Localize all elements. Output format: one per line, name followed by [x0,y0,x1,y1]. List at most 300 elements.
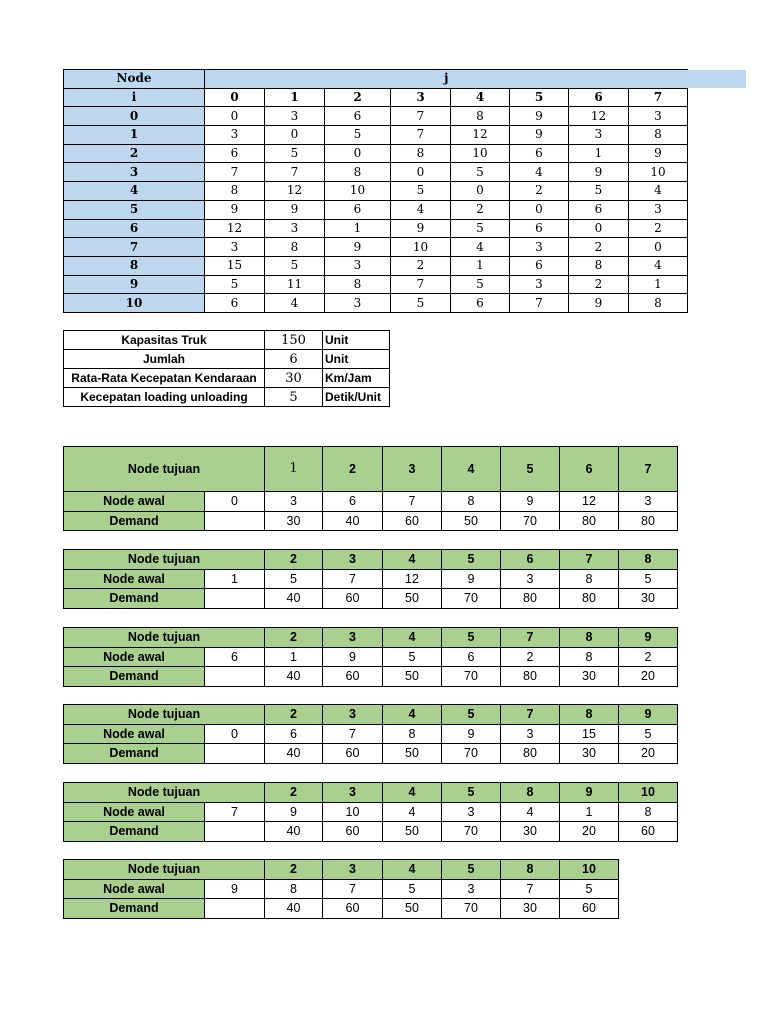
distance-cell: 5 [383,647,442,667]
matrix-cell: 4 [451,238,510,257]
matrix-cell: 3 [265,107,325,126]
matrix-row [64,275,688,294]
distance-cell: 4 [383,802,442,822]
node-tujuan-row [64,705,678,725]
node-tujuan-label: Node tujuan [64,783,265,803]
matrix-row-node: 2 [64,144,205,163]
start-node: 9 [205,879,265,899]
matrix-row-node: 3 [64,163,205,182]
target-node: 2 [265,860,323,880]
matrix-cell: 0 [391,163,451,182]
route-table [63,549,678,609]
demand-cell: 50 [383,589,442,609]
matrix-col-header: 1 [265,88,325,107]
demand-cell: 70 [442,589,501,609]
target-node: 3 [323,783,383,803]
matrix-cell: 9 [325,238,391,257]
demand-cell: 60 [323,589,383,609]
target-node: 4 [383,550,442,570]
node-tujuan-label: Node tujuan [64,705,265,725]
distance-matrix [63,69,688,313]
demand-cell: 40 [265,667,323,687]
matrix-cell: 6 [205,144,265,163]
matrix-cell: 11 [265,275,325,294]
parameter-row [64,369,390,388]
matrix-cell: 7 [391,126,451,145]
matrix-cell: 5 [325,126,391,145]
matrix-row-node: 6 [64,219,205,238]
matrix-cell: 7 [510,294,569,313]
demand-cell: 60 [323,899,383,919]
demand-row [64,899,619,919]
distance-cell: 5 [560,879,619,899]
matrix-cell: 0 [510,200,569,219]
matrix-cell: 6 [205,294,265,313]
node-awal-row [64,802,678,822]
start-node: 7 [205,802,265,822]
matrix-row [64,126,688,145]
parameter-unit: Unit [323,350,390,369]
distance-cell: 9 [265,802,323,822]
demand-cell: 40 [323,511,383,531]
demand-row [64,822,678,842]
node-awal-label: Node awal [64,647,205,667]
distance-cell: 6 [442,647,501,667]
matrix-col-header: 0 [205,88,265,107]
demand-empty-cell [205,744,265,764]
demand-empty-cell [205,589,265,609]
route-table [63,704,678,764]
matrix-row [64,256,688,275]
target-node: 2 [265,550,323,570]
matrix-cell: 5 [391,294,451,313]
matrix-cell: 0 [205,107,265,126]
demand-cell: 80 [501,589,560,609]
distance-cell: 5 [619,724,678,744]
target-node: 8 [501,860,560,880]
target-node: 10 [619,783,678,803]
matrix-cell: 9 [569,294,629,313]
target-node: 10 [560,860,619,880]
matrix-cell: 6 [510,219,569,238]
target-node: 3 [323,628,383,648]
matrix-col-header: 3 [391,88,451,107]
matrix-cell: 3 [325,256,391,275]
target-node: 2 [323,447,383,492]
demand-empty-cell [205,899,265,919]
target-node: 5 [501,447,560,492]
demand-cell: 50 [383,667,442,687]
demand-label: Demand [64,899,205,919]
matrix-cell: 5 [451,219,510,238]
distance-cell: 9 [442,724,501,744]
distance-cell: 4 [501,802,560,822]
target-node: 4 [383,860,442,880]
target-node: 9 [619,628,678,648]
node-awal-row [64,492,678,512]
matrix-cell: 10 [391,238,451,257]
matrix-cell: 0 [325,144,391,163]
target-node: 4 [442,447,501,492]
matrix-row-node: 9 [64,275,205,294]
distance-cell: 7 [323,724,383,744]
matrix-cell: 9 [205,200,265,219]
matrix-cell: 8 [569,256,629,275]
matrix-row-node: 10 [64,294,205,313]
start-node: 0 [205,724,265,744]
matrix-cell: 5 [451,275,510,294]
distance-cell: 7 [323,569,383,589]
distance-cell: 3 [501,724,560,744]
demand-cell: 50 [383,822,442,842]
demand-cell: 80 [501,667,560,687]
matrix-cell: 1 [569,144,629,163]
matrix-cell: 7 [391,107,451,126]
matrix-cell: 5 [569,182,629,201]
node-tujuan-row [64,447,678,492]
node-tujuan-label: Node tujuan [64,550,265,570]
target-node: 2 [265,783,323,803]
demand-cell: 70 [442,744,501,764]
target-node: 8 [619,550,678,570]
node-tujuan-label: Node tujuan [64,628,265,648]
node-awal-label: Node awal [64,879,205,899]
matrix-row-node: 0 [64,107,205,126]
matrix-col-header: 4 [451,88,510,107]
demand-cell: 60 [619,822,678,842]
node-awal-row [64,569,678,589]
matrix-row [64,144,688,163]
matrix-cell: 0 [629,238,688,257]
demand-cell: 80 [619,511,678,531]
start-node: 6 [205,647,265,667]
matrix-cell: 9 [510,126,569,145]
matrix-cell: 9 [510,107,569,126]
matrix-cell: 3 [629,107,688,126]
target-node: 7 [501,628,560,648]
matrix-cell: 2 [510,182,569,201]
matrix-cell: 5 [451,163,510,182]
demand-label: Demand [64,511,205,531]
distance-cell: 7 [501,879,560,899]
matrix-cell: 8 [451,107,510,126]
matrix-cell: 0 [451,182,510,201]
matrix-cell: 3 [510,238,569,257]
target-node: 1 [265,447,323,492]
demand-cell: 70 [442,899,501,919]
matrix-cell: 5 [205,275,265,294]
matrix-cell: 4 [629,256,688,275]
matrix-i-header: i [64,88,205,107]
matrix-cell: 3 [205,126,265,145]
matrix-cell: 4 [629,182,688,201]
matrix-cell: 6 [510,256,569,275]
matrix-cell: 2 [569,275,629,294]
parameter-label: Jumlah [64,350,265,369]
matrix-cell: 3 [510,275,569,294]
matrix-cell: 2 [629,219,688,238]
matrix-cell: 6 [325,107,391,126]
target-node: 4 [383,705,442,725]
demand-cell: 80 [560,589,619,609]
distance-cell: 15 [560,724,619,744]
demand-cell: 50 [383,899,442,919]
parameter-row [64,350,390,369]
demand-cell: 40 [265,589,323,609]
distance-cell: 8 [383,724,442,744]
demand-row [64,589,678,609]
matrix-col-header: 6 [569,88,629,107]
parameter-row [64,388,390,407]
matrix-cell: 10 [325,182,391,201]
matrix-cell: 12 [205,219,265,238]
matrix-cell: 0 [569,219,629,238]
matrix-cell: 6 [569,200,629,219]
demand-cell: 20 [619,744,678,764]
target-node: 8 [560,628,619,648]
matrix-cell: 4 [391,200,451,219]
parameter-value: 5 [265,388,323,407]
parameter-value: 6 [265,350,323,369]
target-node: 7 [560,550,619,570]
demand-cell: 30 [560,667,619,687]
demand-cell: 50 [442,511,501,531]
target-node: 3 [323,860,383,880]
distance-cell: 7 [383,492,442,512]
matrix-cell: 3 [325,294,391,313]
matrix-cell: 7 [265,163,325,182]
parameter-label: Kapasitas Truk [64,331,265,350]
demand-cell: 70 [442,822,501,842]
distance-cell: 3 [442,879,501,899]
target-node: 3 [383,447,442,492]
node-awal-label: Node awal [64,802,205,822]
distance-cell: 8 [619,802,678,822]
matrix-cell: 12 [569,107,629,126]
distance-cell: 9 [501,492,560,512]
matrix-cell: 5 [391,182,451,201]
matrix-cell: 9 [265,200,325,219]
target-node: 5 [442,550,501,570]
matrix-row [64,238,688,257]
route-table [63,627,678,687]
route-table [63,859,619,919]
distance-cell: 6 [323,492,383,512]
demand-cell: 70 [501,511,560,531]
demand-cell: 40 [265,822,323,842]
matrix-cell: 8 [325,275,391,294]
demand-cell: 20 [619,667,678,687]
matrix-cell: 1 [451,256,510,275]
target-node: 3 [323,550,383,570]
demand-row [64,667,678,687]
target-node: 5 [442,783,501,803]
demand-cell: 50 [383,744,442,764]
matrix-cell: 3 [569,126,629,145]
target-node: 9 [619,705,678,725]
matrix-cell: 6 [325,200,391,219]
matrix-row [64,294,688,313]
matrix-cell: 2 [451,200,510,219]
parameter-label: Rata-Rata Kecepatan Kendaraan [64,369,265,388]
demand-cell: 60 [383,511,442,531]
demand-cell: 30 [501,899,560,919]
target-node: 5 [442,860,501,880]
distance-cell: 3 [265,492,323,512]
distance-cell: 8 [265,879,323,899]
target-node: 6 [560,447,619,492]
target-node: 9 [560,783,619,803]
matrix-cell: 6 [451,294,510,313]
matrix-col-header: 2 [325,88,391,107]
demand-label: Demand [64,589,205,609]
distance-cell: 12 [560,492,619,512]
target-node: 3 [323,705,383,725]
demand-cell: 60 [323,744,383,764]
matrix-row [64,163,688,182]
demand-cell: 30 [265,511,323,531]
distance-cell: 1 [560,802,619,822]
distance-cell: 9 [442,569,501,589]
parameter-value: 150 [265,331,323,350]
demand-empty-cell [205,822,265,842]
demand-empty-cell [205,511,265,531]
parameters-table [63,330,390,407]
node-tujuan-row [64,860,619,880]
matrix-cell: 15 [205,256,265,275]
parameter-unit: Detik/Unit [323,388,390,407]
matrix-row-node: 4 [64,182,205,201]
distance-cell: 10 [323,802,383,822]
target-node: 5 [442,705,501,725]
node-tujuan-label: Node tujuan [64,860,265,880]
matrix-row-node: 8 [64,256,205,275]
parameter-unit: Unit [323,331,390,350]
demand-label: Demand [64,667,205,687]
matrix-cell: 2 [569,238,629,257]
distance-cell: 5 [265,569,323,589]
target-node: 8 [560,705,619,725]
matrix-cell: 9 [391,219,451,238]
matrix-cell: 9 [569,163,629,182]
matrix-cell: 8 [629,294,688,313]
matrix-cell: 1 [325,219,391,238]
parameter-value: 30 [265,369,323,388]
start-node: 1 [205,569,265,589]
target-node: 4 [383,628,442,648]
distance-cell: 12 [383,569,442,589]
demand-cell: 40 [265,744,323,764]
target-node: 8 [501,783,560,803]
route-table [63,446,678,531]
node-tujuan-row [64,628,678,648]
start-node: 0 [205,492,265,512]
matrix-row-node: 5 [64,200,205,219]
node-awal-row [64,879,619,899]
matrix-row-node: 1 [64,126,205,145]
route-table [63,782,678,842]
distance-cell: 9 [323,647,383,667]
target-node: 7 [501,705,560,725]
demand-cell: 30 [619,589,678,609]
matrix-row [64,107,688,126]
matrix-cell: 8 [265,238,325,257]
matrix-row [64,219,688,238]
node-tujuan-row [64,550,678,570]
demand-empty-cell [205,667,265,687]
distance-cell: 3 [619,492,678,512]
distance-cell: 8 [560,569,619,589]
demand-cell: 80 [560,511,619,531]
demand-cell: 30 [501,822,560,842]
demand-cell: 60 [323,822,383,842]
target-node: 6 [501,550,560,570]
demand-label: Demand [64,822,205,842]
matrix-j-header: j [205,70,688,89]
matrix-row-node: 7 [64,238,205,257]
matrix-cell: 12 [451,126,510,145]
matrix-cell: 9 [629,144,688,163]
matrix-cell: 8 [391,144,451,163]
distance-cell: 8 [560,647,619,667]
distance-cell: 5 [619,569,678,589]
demand-label: Demand [64,744,205,764]
distance-cell: 3 [442,802,501,822]
demand-cell: 30 [560,744,619,764]
matrix-cell: 3 [205,238,265,257]
demand-cell: 40 [265,899,323,919]
target-node: 5 [442,628,501,648]
matrix-row [64,200,688,219]
demand-row [64,744,678,764]
demand-cell: 60 [560,899,619,919]
node-awal-row [64,724,678,744]
distance-cell: 8 [442,492,501,512]
node-awal-label: Node awal [64,724,205,744]
target-node: 4 [383,783,442,803]
demand-cell: 60 [323,667,383,687]
distance-cell: 3 [501,569,560,589]
matrix-cell: 7 [205,163,265,182]
matrix-row [64,182,688,201]
matrix-cell: 4 [510,163,569,182]
target-node: 7 [619,447,678,492]
demand-cell: 80 [501,744,560,764]
matrix-cell: 8 [325,163,391,182]
matrix-cell: 10 [451,144,510,163]
matrix-cell: 6 [510,144,569,163]
matrix-node-header: Node [64,70,205,89]
target-node: 2 [265,628,323,648]
matrix-cell: 7 [391,275,451,294]
node-awal-label: Node awal [64,492,205,512]
matrix-cell: 1 [629,275,688,294]
matrix-cell: 5 [265,144,325,163]
demand-cell: 20 [560,822,619,842]
distance-cell: 7 [323,879,383,899]
distance-cell: 1 [265,647,323,667]
matrix-cell: 3 [265,219,325,238]
matrix-col-header: 5 [510,88,569,107]
matrix-cell: 2 [391,256,451,275]
distance-cell: 2 [619,647,678,667]
demand-row [64,511,678,531]
matrix-cell: 5 [265,256,325,275]
node-tujuan-row [64,783,678,803]
matrix-cell: 4 [265,294,325,313]
matrix-cell: 0 [265,126,325,145]
parameter-label: Kecepatan loading unloading [64,388,265,407]
